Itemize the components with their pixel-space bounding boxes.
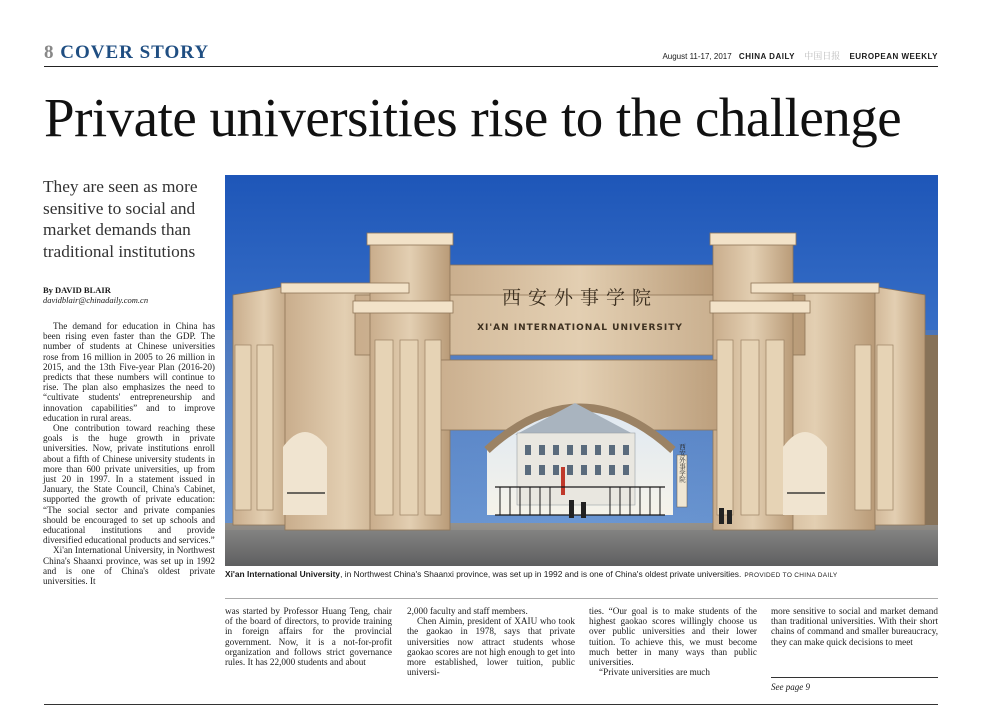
caption-rule — [225, 598, 938, 599]
byline-email: davidblair@chinadaily.com.cn — [43, 295, 149, 305]
byline — [43, 285, 215, 305]
article-column-5 — [771, 606, 938, 647]
gate-sign-en: XI'AN INTERNATIONAL UNIVERSITY — [477, 323, 683, 333]
masthead — [662, 49, 938, 62]
footer-rule — [44, 704, 938, 705]
article-column-4 — [589, 606, 757, 677]
gate-plaque: 西安外事学院 — [678, 443, 686, 483]
paragraph: ties. “Our goal is to make students of the highest gaokao scores willingly choose us over public universities and their lower tuition. To achieve this, we must become much better in many ways than public universities. — [589, 606, 757, 668]
section-label — [44, 42, 209, 64]
article-column-1 — [43, 321, 215, 586]
paragraph: The demand for education in China has been rising even faster than the GDP. The number of students at Chinese universities rose from 16 million in 2005 to 26 million in 2015, and the 13th Five-year Plan (2016-20) predicts that these numbers will continue to rise. The plan also emphasizes the need to “cultivate students' entrepreneurship and innovation capabilities” and to improve education in rural areas. — [43, 321, 215, 423]
paragraph: was started by Professor Huang Teng, chair of the board of directors, to provide training in foreign affairs for the provincial government. Now, it is a not-for-profit organization and follows strict governance rules. It has 22,000 students and about — [225, 606, 392, 668]
photo-credit: PROVIDED TO CHINA DAILY — [744, 572, 838, 579]
article-column-3 — [407, 606, 575, 677]
deck: They are seen as more sensitive to social and market demands than traditional institutions — [43, 177, 198, 261]
paragraph: more sensitive to social and market demand than traditional universities. With their short chains of command and smaller bureaucracy, they can make quick decisions to meet — [771, 606, 938, 647]
byline-author: By DAVID BLAIR — [43, 285, 111, 295]
edition-name: EUROPEAN WEEKLY — [849, 52, 938, 61]
page-header — [44, 40, 938, 67]
section-title: COVER STORY — [60, 42, 210, 63]
paragraph: Chen Aimin, president of XAIU who took the gaokao in 1978, says that private universities now attract students whose gaokao scores are not high enough to get into more established, lower tuition, public universi- — [407, 616, 575, 678]
continued-link[interactable]: See page 9 — [771, 677, 938, 692]
photo-caption — [225, 569, 938, 581]
paragraph: Xi'an International University, in Northwest China's Shaanxi province, was set up in 1992 and is one of China's oldest private universities. It — [43, 545, 215, 587]
university-gate-photo — [225, 175, 938, 566]
brand-name: CHINA DAILY — [738, 52, 795, 61]
article-column-2 — [225, 606, 392, 667]
paragraph: 2,000 faculty and staff members. — [407, 606, 528, 616]
headline: Private universities rise to the challenge — [44, 87, 902, 148]
paragraph: One contribution toward reaching these goals is the huge growth in private universities. Now, private institutions enroll about a fifth of Chinese university students in more than 600 private universities, up from just 20 in 1997. In a statement issued in January, the State Council, China's Cabinet, supported the growth of private education: “The social sector and private companies should be encouraged to set up schools and educational institutions and provide diversified educational products and services.” — [43, 423, 215, 546]
paragraph: “Private universities are much — [599, 667, 710, 678]
photo-illustration — [225, 175, 938, 566]
gate-sign-cn: 西安外事学院 — [501, 287, 659, 309]
caption-subject: Xi'an International University — [225, 569, 341, 579]
caption-text: , in Northwest China's Shaanxi province, was set up in 1992 and is one of China's oldest private universities. — [340, 569, 742, 579]
page-number: 8 — [44, 42, 55, 63]
issue-date: August 11-17, 2017 — [662, 52, 732, 61]
brand-cn-logo: 中国日报 — [804, 51, 841, 61]
